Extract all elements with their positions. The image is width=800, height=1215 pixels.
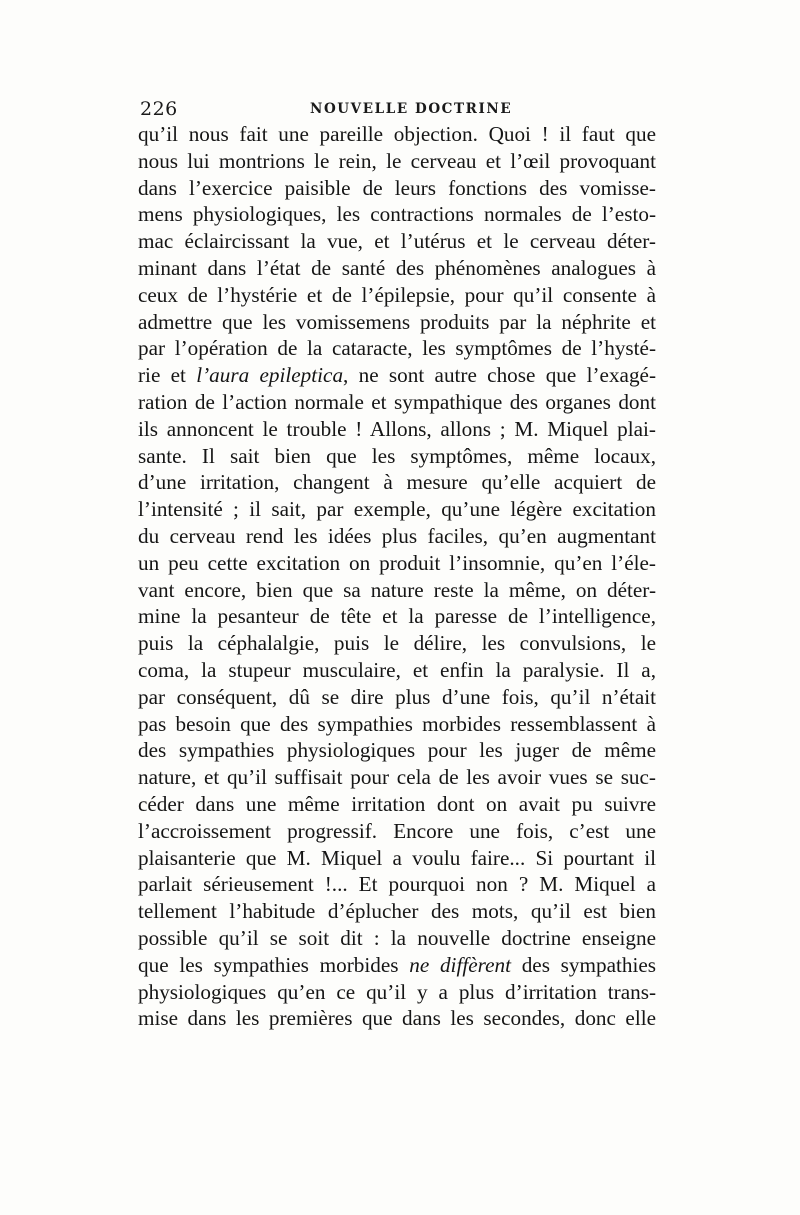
- italic-phrase: l’aura epileptica: [196, 363, 344, 388]
- text-line: par l’opération de la cataracte, les symptômes de l’hysté-: [138, 336, 656, 361]
- text-line: plaisanterie que M. Miquel a voulu faire... Si pourtant il: [138, 845, 656, 870]
- text-line: possible qu’il se soit dit : la nouvelle doctrine enseigne: [138, 925, 656, 950]
- text-line: l’intensité ; il sait, par exemple, qu’une légère excitation: [138, 497, 656, 522]
- text-line: mise dans les premières que dans les secondes, donc elle: [138, 1006, 656, 1031]
- text-line: des sympathies physiologiques pour les juger de même: [138, 738, 656, 763]
- running-head: NOUVELLE DOCTRINE: [310, 101, 513, 117]
- text-line: mens physiologiques, les contractions normales de l’esto-: [138, 202, 656, 227]
- text-line: nature, et qu’il suffisait pour cela de les avoir vues se suc-: [138, 765, 656, 790]
- text-line: ceux de l’hystérie et de l’épilepsie, pour qu’il consente à: [138, 282, 656, 307]
- text-line: nous lui montrions le rein, le cerveau et l’œil provoquant: [138, 148, 656, 173]
- text-line: sante. Il sait bien que les symptômes, même locaux,: [138, 443, 656, 468]
- italic-phrase: ne diffèrent: [409, 952, 511, 977]
- text-line: parlait sérieusement !... Et pourquoi non ? M. Miquel a: [138, 872, 656, 897]
- text-line: mac éclaircissant la vue, et l’utérus et le cerveau déter-: [138, 229, 656, 254]
- text-line: physiologiques qu’en ce qu’il y a plus d’irritation trans-: [138, 979, 656, 1004]
- page-number: 226: [140, 98, 178, 120]
- text-line: ils annoncent le trouble ! Allons, allons ; M. Miquel plai-: [138, 416, 656, 441]
- text-line: admettre que les vomissemens produits par la néphrite et: [138, 309, 656, 334]
- text-line: un peu cette excitation on produit l’insomnie, qu’en l’éle-: [138, 550, 656, 575]
- text-line: coma, la stupeur musculaire, et enfin la paralysie. Il a,: [138, 657, 656, 682]
- text-line: du cerveau rend les idées plus faciles, qu’en augmentant: [138, 523, 656, 548]
- text-line: par conséquent, dû se dire plus d’une fois, qu’il n’était: [138, 684, 656, 709]
- text-line: vant encore, bien que sa nature reste la même, on déter-: [138, 577, 656, 602]
- text-line: qu’il nous fait une pareille objection. Quoi ! il faut que: [138, 122, 656, 146]
- text-line: que les sympathies morbides ne diffèrent des sympathies: [138, 952, 657, 977]
- text-line: l’accroissement progressif. Encore une fois, c’est une: [138, 818, 656, 843]
- text-line: d’une irritation, changent à mesure qu’elle acquiert de: [138, 470, 656, 495]
- body-text: [138, 121, 656, 1032]
- text-line: minant dans l’état de santé des phénomènes analogues à: [138, 255, 656, 280]
- text-line: céder dans une même irritation dont on avait pu suivre: [138, 791, 656, 816]
- text-line: mine la pesanteur de tête et la paresse de l’intelligence,: [138, 604, 656, 629]
- text-line: rie et l’aura epileptica, ne sont autre chose que l’exagé-: [138, 363, 656, 388]
- text-line: pas besoin que des sympathies morbides ressemblassent à: [138, 711, 656, 736]
- text-line: ration de l’action normale et sympathique des organes dont: [138, 389, 656, 414]
- text-line: dans l’exercice paisible de leurs fonctions des vomisse-: [138, 175, 656, 200]
- page-header: [140, 98, 660, 122]
- text-line: tellement l’habitude d’éplucher des mots, qu’il est bien: [138, 899, 656, 924]
- text-line: puis la céphalalgie, puis le délire, les convulsions, le: [138, 631, 656, 656]
